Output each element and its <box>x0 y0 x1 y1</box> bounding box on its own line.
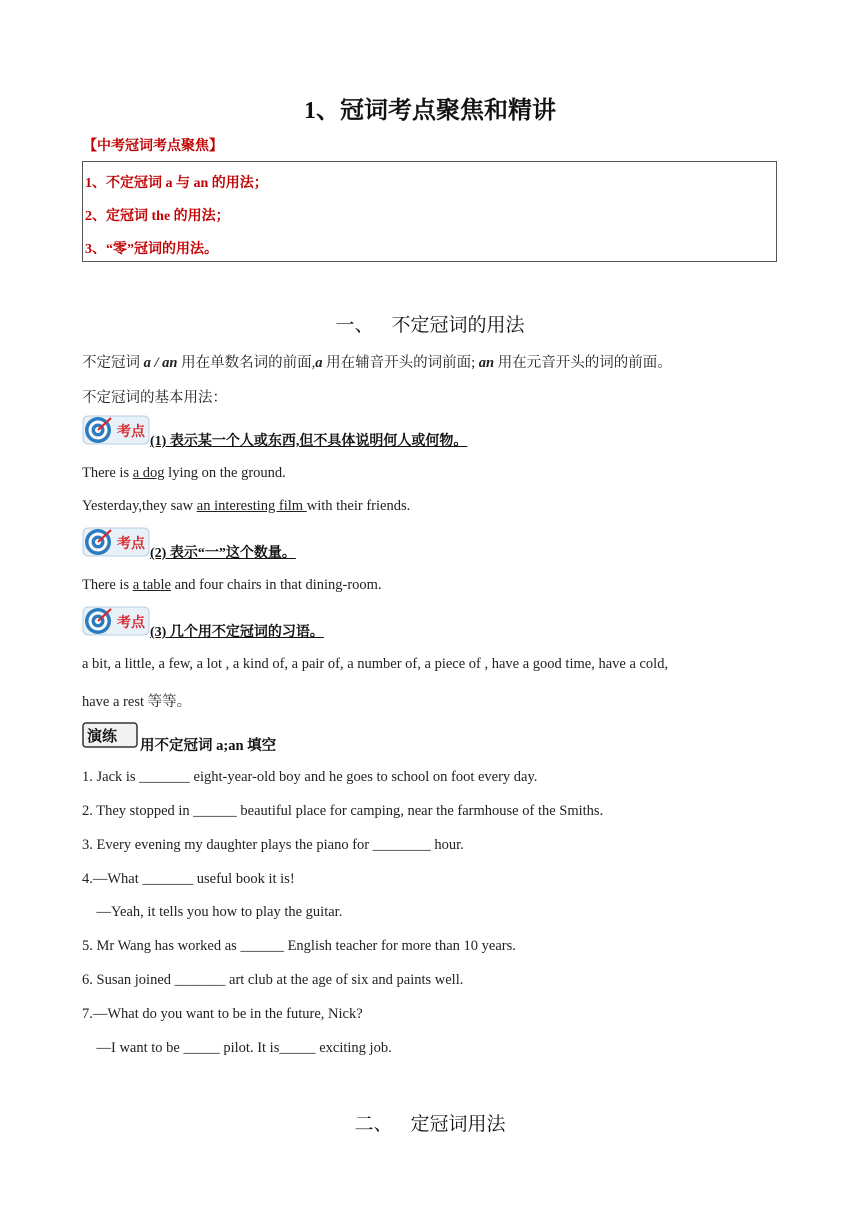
badge-label: 演练 <box>87 727 118 745</box>
intro-text: 用在元音开头的词的前面。 <box>494 355 672 371</box>
exercise-item: —Yeah, it tells you how to play the guitar. <box>82 904 343 920</box>
point-text: (3) 几个用不定冠词的习语。 <box>150 625 324 640</box>
example-text: and four chairs in that dining-room. <box>170 577 382 593</box>
exercise-item: 5. Mr Wang has worked as ______ English teacher for more than 10 years. <box>82 938 516 954</box>
intro-emphasis: a / an <box>143 355 178 371</box>
focus-box <box>82 161 777 262</box>
practice-icon <box>82 722 138 748</box>
exercise-item: 2. They stopped in ______ beautiful place for camping, near the farmhouse of the Smiths. <box>82 803 604 819</box>
focus-item: 3、“零”冠词的用法。 <box>85 242 218 257</box>
section-heading-1 <box>0 310 860 337</box>
intro-text: 用在辅音开头的词前面; <box>322 355 479 371</box>
page-title: 1、冠词考点聚焦和精讲 <box>304 98 556 124</box>
target-icon <box>82 605 150 637</box>
example-text: There is <box>82 577 133 593</box>
focus-item: 2、定冠词 the 的用法； <box>85 209 230 224</box>
intro-paragraph <box>82 351 672 372</box>
idioms-line: have a rest 等等。 <box>82 694 192 710</box>
example-underlined: a table <box>132 577 171 593</box>
intro-text: 用在单数名词的前面, <box>177 355 316 371</box>
section-number: 一、 <box>335 315 374 336</box>
example-text: lying on the ground. <box>164 465 286 481</box>
intro-emphasis: an <box>478 355 495 371</box>
example-text: with their friends. <box>306 498 411 514</box>
exercise-item: 4.—What _______ useful book it is! <box>82 871 295 887</box>
target-icon <box>82 414 150 446</box>
example-underlined: an interesting film <box>196 498 307 514</box>
example-sentence <box>82 465 286 482</box>
badge-label: 考点 <box>117 536 145 552</box>
intro-text: 不定冠词 <box>82 355 144 371</box>
exercise-item: 3. Every evening my daughter plays the piano for ________ hour. <box>82 837 464 853</box>
section-number: 二、 <box>354 1114 393 1135</box>
exercise-item: 6. Susan joined _______ art club at the age of six and paints well. <box>82 972 464 988</box>
point-text: (2) 表示“一”这个数量。 <box>150 546 296 561</box>
example-text: Yesterday,they saw <box>82 498 197 514</box>
badge-label: 考点 <box>117 424 145 440</box>
badge-label: 考点 <box>117 615 145 631</box>
point-text: (1) 表示某一个人或东西,但不具体说明何人或何物。 <box>150 434 468 449</box>
exercise-item: —I want to be _____ pilot. It is_____ exciting job. <box>82 1040 392 1056</box>
drill-text: 用不定冠词 a;an 填空 <box>140 738 277 754</box>
section-heading-2 <box>0 1109 860 1136</box>
focus-label: 【中考冠词考点聚焦】 <box>83 139 223 154</box>
exercise-item: 7.—What do you want to be in the future, Nick? <box>82 1006 363 1022</box>
exercise-item: 1. Jack is _______ eight-year-old boy and he goes to school on foot every day. <box>82 769 538 785</box>
idioms-line: a bit, a little, a few, a lot , a kind of, a pair of, a number of, a piece of , have a good time, have a cold, <box>82 656 669 672</box>
target-icon <box>82 526 150 558</box>
example-underlined: a dog <box>132 465 165 481</box>
example-sentence <box>82 577 382 594</box>
example-text: There is <box>82 465 133 481</box>
basic-usage-label: 不定冠词的基本用法： <box>82 390 227 406</box>
intro-emphasis: a <box>315 355 323 371</box>
focus-item: 1、不定冠词 a 与 an 的用法； <box>85 176 268 191</box>
section-title: 不定冠词的用法 <box>391 315 525 336</box>
section-title: 定冠词用法 <box>410 1114 506 1135</box>
example-sentence <box>82 498 410 515</box>
